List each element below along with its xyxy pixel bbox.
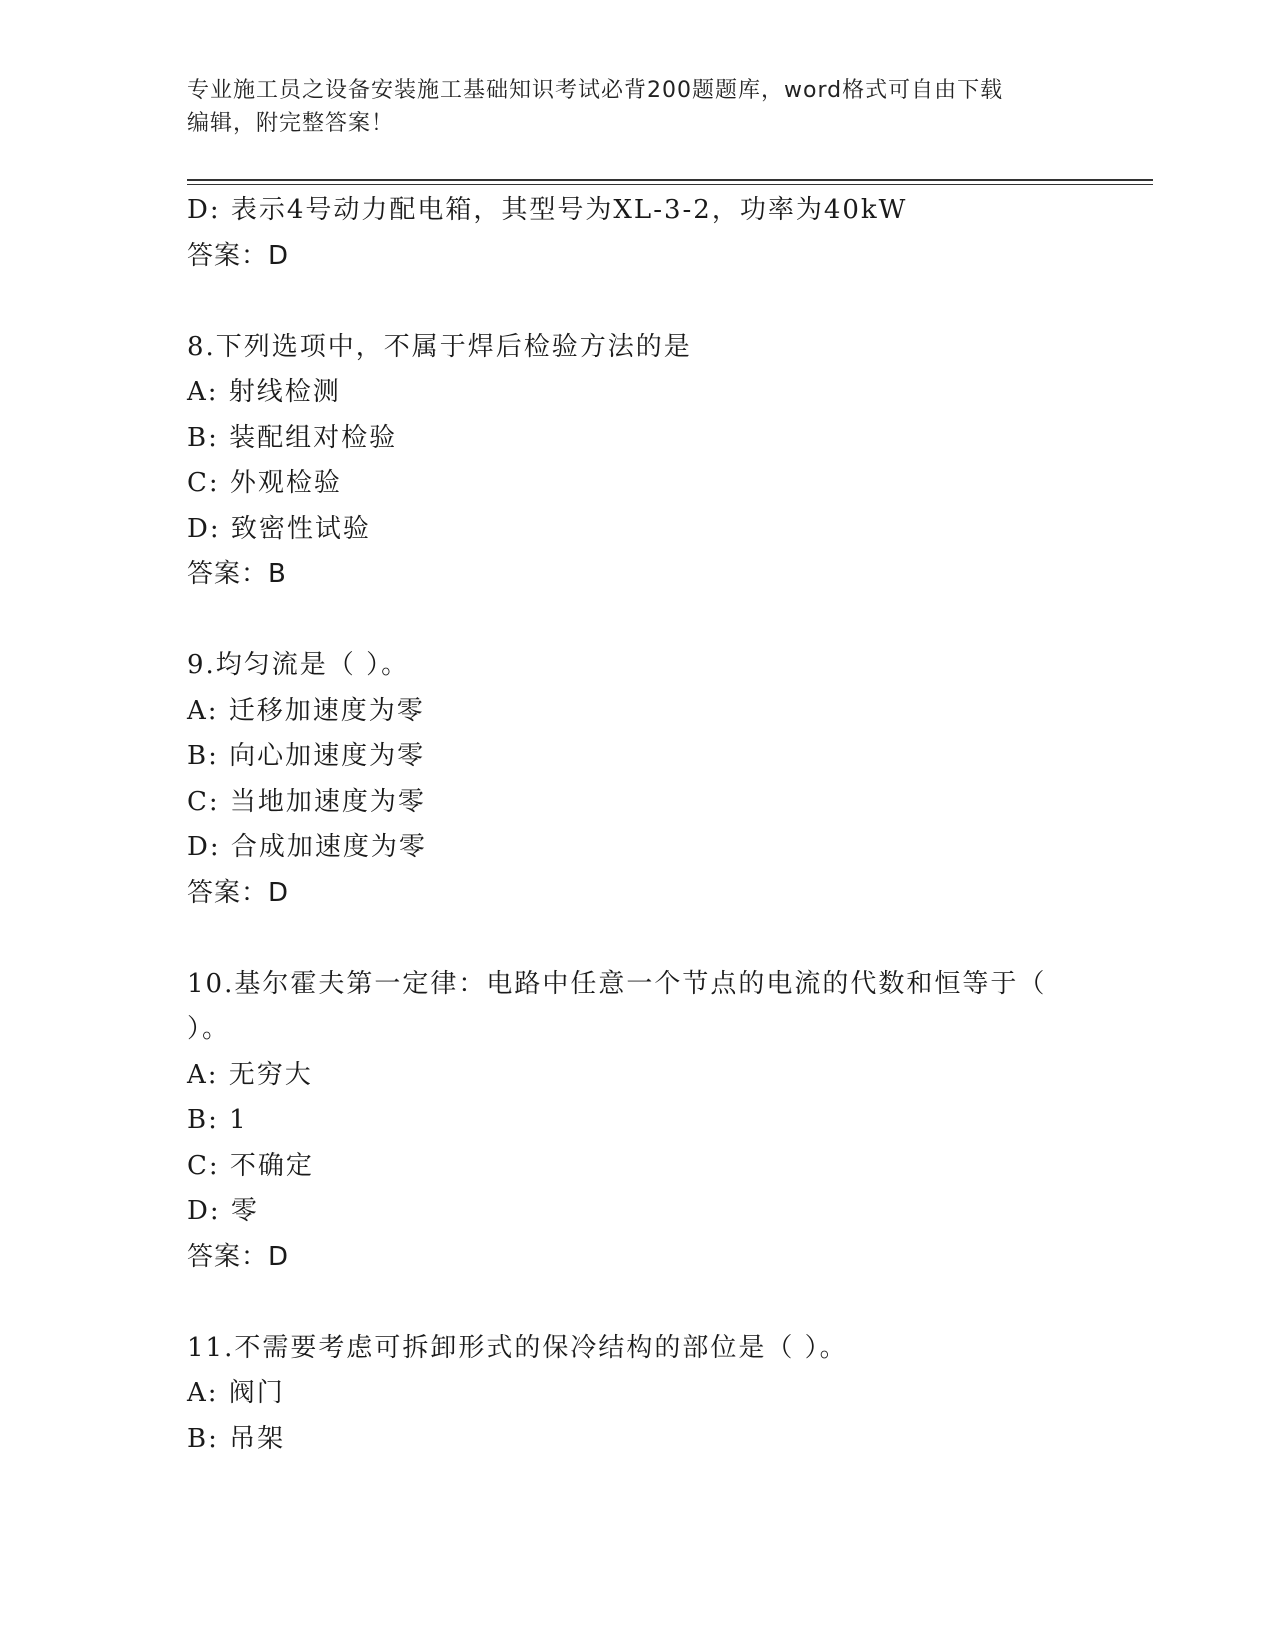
spacer <box>187 279 1087 325</box>
answer: 答案：B <box>187 559 287 589</box>
header-line-1: 专业施工员之设备安装施工基础知识考试必背200题题库，word格式可自由下载 <box>187 78 1004 103</box>
option-b: B: 装配组对检验 <box>187 422 398 453</box>
answer: 答案：D <box>187 877 290 908</box>
spacer <box>187 916 1087 962</box>
option-d: D: 表示4号动力配电箱，其型号为XL-3-2，功率为40kW <box>187 195 908 225</box>
question-8 <box>187 325 1087 598</box>
option-a: A: 射线检测 <box>187 377 341 407</box>
question-text-line-2: ）。 <box>187 1014 231 1044</box>
header-line-2: 编辑，附完整答案！ <box>187 111 395 136</box>
question-11 <box>187 1326 1087 1463</box>
option-c: C: 不确定 <box>187 1150 314 1181</box>
option-b: B: 向心加速度为零 <box>187 741 426 771</box>
option-a: A: 阀门 <box>187 1378 285 1408</box>
option-a: A: 迁移加速度为零 <box>187 695 425 726</box>
option-d: D: 零 <box>187 1196 259 1226</box>
document-header <box>187 74 1067 140</box>
option-c: C: 当地加速度为零 <box>187 786 426 817</box>
option-d: D: 合成加速度为零 <box>187 832 427 862</box>
answer: 答案：D <box>187 1241 290 1272</box>
option-c: C: 外观检验 <box>187 468 342 498</box>
option-a: A: 无穷大 <box>187 1059 313 1090</box>
option-b: B: 1 <box>187 1105 248 1135</box>
question-text-line-1: 10.基尔霍夫第一定律：电路中任意一个节点的电流的代数和恒等于（ <box>187 968 1047 999</box>
question-text: 11.不需要考虑可拆卸形式的保冷结构的部位是（ ）。 <box>187 1332 848 1363</box>
answer: 答案：D <box>187 240 290 271</box>
header-divider <box>187 179 1153 185</box>
spacer <box>187 1280 1087 1326</box>
question-9 <box>187 643 1087 916</box>
spacer <box>187 598 1087 644</box>
option-b: B: 吊架 <box>187 1423 286 1454</box>
option-d: D: 致密性试验 <box>187 513 371 544</box>
question-text: 8.下列选项中，不属于焊后检验方法的是 <box>187 331 692 362</box>
question-10 <box>187 962 1087 1281</box>
question-list <box>187 188 1087 1462</box>
question-text: 9.均匀流是（ ）。 <box>187 650 410 680</box>
